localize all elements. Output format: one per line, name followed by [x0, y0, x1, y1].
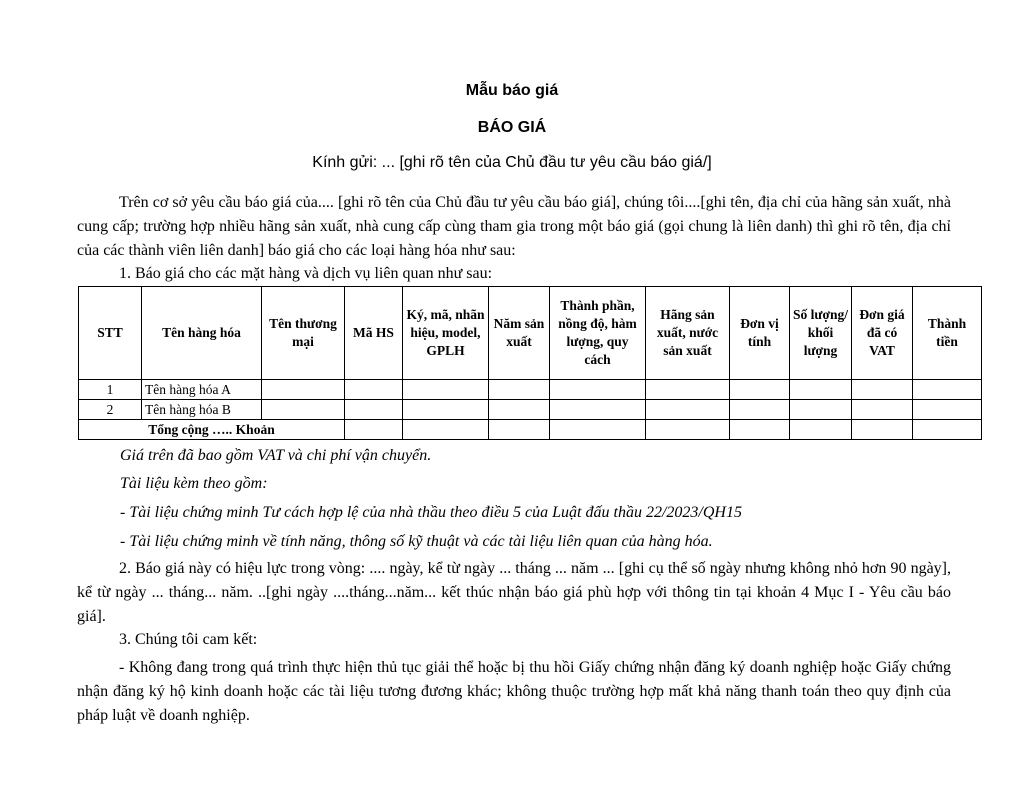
row-product-name: Tên hàng hóa B: [142, 400, 262, 420]
table-cell: [345, 380, 403, 400]
table-cell: [852, 400, 913, 420]
header-model: Ký, mã, nhãn hiệu, model, GPLH: [403, 287, 489, 380]
section-1-heading: 1. Báo giá cho các mặt hàng và dịch vụ liên quan như sau:: [119, 265, 493, 282]
document-caption: Mẫu báo giá: [465, 82, 559, 99]
table-cell: [403, 400, 489, 420]
row-stt: 1: [79, 380, 142, 400]
table-cell: [913, 400, 982, 420]
section-3-heading: 3. Chúng tôi cam kết:: [119, 631, 258, 648]
table-cell: [489, 420, 550, 440]
header-unit: Đơn vị tính: [730, 287, 790, 380]
table-cell: [403, 380, 489, 400]
table-cell: [852, 380, 913, 400]
table-row: [79, 400, 982, 420]
table-cell: [403, 420, 489, 440]
recipient-line: Kính gửi: ... [ghi rõ tên của Chủ đầu tư yêu cầu báo giá/]: [312, 154, 712, 171]
header-year: Năm sản xuất: [489, 287, 550, 380]
header-composition: Thành phần, nồng độ, hàm lượng, quy cách: [550, 287, 646, 380]
total-label: Tổng cộng ….. Khoản: [79, 420, 345, 440]
header-unit-price: Đơn giá đã có VAT: [852, 287, 913, 380]
quote-table: [78, 286, 982, 440]
table-cell: [913, 420, 982, 440]
table-cell: [489, 400, 550, 420]
table-cell: [262, 380, 345, 400]
table-cell: [262, 400, 345, 420]
header-hs-code: Mã HS: [345, 287, 403, 380]
vat-note: Giá trên đã bao gồm VAT và chi phí vận chuyển.: [120, 447, 432, 464]
table-row: [79, 380, 982, 400]
row-stt: 2: [79, 400, 142, 420]
commitment-paragraph: - Không đang trong quá trình thực hiện thủ tục giải thể hoặc bị thu hồi Giấy chứng nhận đăng ký doanh nghiệp hoặc Giấy chứng nhận đăng ký hộ kinh doanh hoặc các tài liệu tương đương khác; không thuộc trường hợp mất khả năng thanh toán theo quy định của pháp luật về doanh nghiệp.: [77, 659, 951, 724]
header-quantity: Số lượng/ khối lượng: [790, 287, 852, 380]
header-amount: Thành tiền: [913, 287, 982, 380]
section-2-paragraph: 2. Báo giá này có hiệu lực trong vòng: .... ngày, kể từ ngày ... tháng ... năm ... [ghi cụ thể số ngày nhưng không nhỏ hơn 90 ngày], kể từ ngày ... tháng... năm. ..[ghi ngày ....tháng...năm... kết thúc nhận báo giá phù hợp với thông tin tại khoản 4 Mục I - Yêu cầu báo giá].: [77, 560, 951, 625]
table-cell: [730, 420, 790, 440]
table-cell: [913, 380, 982, 400]
table-cell: [790, 420, 852, 440]
table-cell: [550, 420, 646, 440]
table-cell: [646, 380, 730, 400]
table-cell: [489, 380, 550, 400]
table-cell: [730, 400, 790, 420]
table-cell: [852, 420, 913, 440]
table-cell: [790, 380, 852, 400]
table-cell: [730, 380, 790, 400]
attachment-item-2: - Tài liệu chứng minh về tính năng, thông số kỹ thuật và các tài liệu liên quan của hàng hóa.: [120, 533, 713, 550]
table-cell: [646, 400, 730, 420]
header-manufacturer: Hãng sản xuất, nước sản xuất: [646, 287, 730, 380]
header-trade-name: Tên thương mại: [262, 287, 345, 380]
document-title: BÁO GIÁ: [477, 119, 547, 136]
table-cell: [550, 400, 646, 420]
table-cell: [550, 380, 646, 400]
header-stt: STT: [79, 287, 142, 380]
attachments-label: Tài liệu kèm theo gồm:: [120, 475, 268, 492]
table-cell: [345, 420, 403, 440]
table-total-row: [79, 420, 982, 440]
table-cell: [345, 400, 403, 420]
attachment-item-1: - Tài liệu chứng minh Tư cách hợp lệ của nhà thầu theo điều 5 của Luật đấu thầu 22/2023/QH15: [120, 504, 742, 521]
table-cell: [790, 400, 852, 420]
intro-paragraph: Trên cơ sở yêu cầu báo giá của.... [ghi rõ tên của Chủ đầu tư yêu cầu báo giá], chúng tôi....[ghi tên, địa chỉ của hãng sản xuất, nhà cung cấp; trường hợp nhiều hãng sản xuất, nhà cung cấp cùng tham gia trong một báo giá (gọi chung là liên danh) thì ghi rõ tên, địa chỉ của các thành viên liên danh] báo giá cho các loại hàng hóa như sau:: [77, 194, 951, 259]
table-header-row: [79, 287, 982, 380]
table-cell: [646, 420, 730, 440]
row-product-name: Tên hàng hóa A: [142, 380, 262, 400]
header-product-name: Tên hàng hóa: [142, 287, 262, 380]
